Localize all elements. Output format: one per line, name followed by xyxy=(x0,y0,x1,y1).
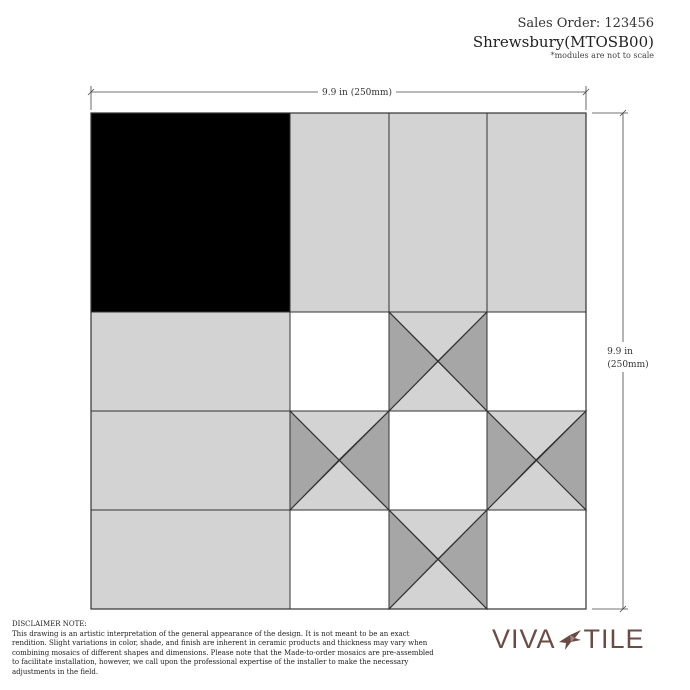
height-label-line1: 9.9 in xyxy=(607,347,633,357)
sales-order-number: Sales Order: 123456 xyxy=(517,16,654,31)
hourglass-tile xyxy=(290,411,389,510)
white-square-tile xyxy=(487,312,586,411)
hourglass-tile xyxy=(389,312,487,411)
gray-rectangle-tile xyxy=(91,510,290,609)
disclaimer-note xyxy=(12,620,442,678)
gray-rectangle-tile xyxy=(91,312,290,411)
disclaimer-body: This drawing is an artistic interpretation of the general appearance of the design. It is not meant to be an exact rendition. Slight variations in color, shade, and finish are inherent in ceramic products and thickness may vary when combining mosaics of different shapes and dimensions. Please note that the Made-to-order mosaics are pre-assembled to facilitate installation, however, we call upon the professional expertise of the installer to make the necessary adjustments in the field. xyxy=(12,629,434,676)
white-square-tile xyxy=(487,510,586,609)
logo-text-right: TILE xyxy=(583,623,645,654)
white-square-tile xyxy=(389,411,487,510)
gray-rectangle-tile xyxy=(91,411,290,510)
viva-tile-logo xyxy=(492,622,645,656)
scale-note: *modules are not to scale xyxy=(550,51,654,60)
width-label: 9.9 in (250mm) xyxy=(322,88,392,98)
height-label-line2: (250mm) xyxy=(607,360,649,370)
black-square-tile xyxy=(91,113,290,312)
white-square-tile xyxy=(290,312,389,411)
gray-rectangle-tile xyxy=(487,113,586,312)
disclaimer-title: DISCLAIMER NOTE: xyxy=(12,620,87,628)
bird-logo-icon xyxy=(557,626,583,652)
gray-rectangle-tile xyxy=(290,113,389,312)
logo-text-left: VIVA xyxy=(492,623,556,654)
mosaic-pattern xyxy=(91,113,586,609)
hourglass-tile xyxy=(389,510,487,609)
product-name: Shrewsbury(MTOSB00) xyxy=(472,33,654,51)
hourglass-tile xyxy=(487,411,586,510)
gray-rectangle-tile xyxy=(389,113,487,312)
white-square-tile xyxy=(290,510,389,609)
